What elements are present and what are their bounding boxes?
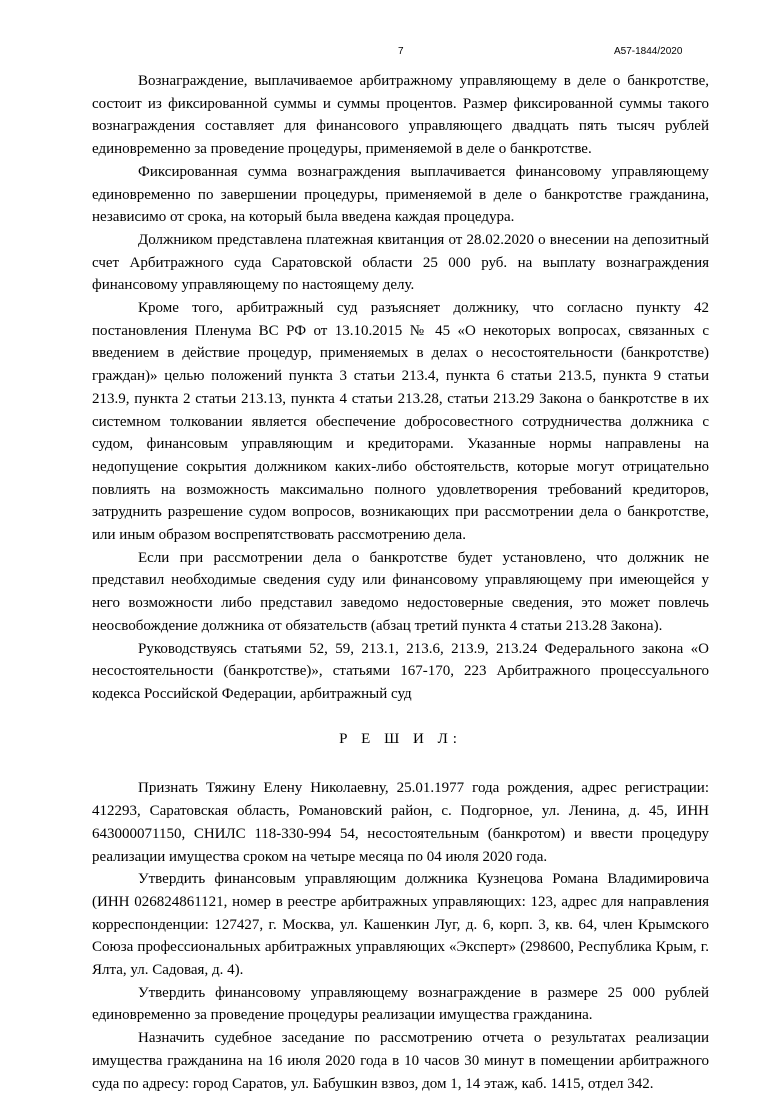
paragraph-fixed-sum: Фиксированная сумма вознаграждения выплачивается финансовому управляющему единовременно по завершении процедуры, применяемой в деле о банкротстве гражданина, независимо от срока, на который была введена каждая процедура. [92, 163, 709, 226]
case-number: А57-1844/2020 [614, 46, 683, 57]
paragraph-remuneration: Вознаграждение, выплачиваемое арбитражному управляющему в деле о банкротстве, состоит из фиксированной суммы и суммы процентов. Размер фиксированной суммы такого вознаграждения составляет для финансового управляющего двадцать пять тысяч рублей единовременно за проведение процедуры, применяемой в деле о банкротстве. [92, 73, 709, 158]
resolution-appoint-manager: Утвердить финансовым управляющим должника Кузнецова Романа Владимировича (ИНН 026824861121, номер в реестре арбитражных управляющих: 123, адрес для направления корреспонденции: 127427, г. Москва, ул. Кашенкин Луг, д. 6, корп. 3, кв. 64, член Крымского Союза профессиональных арбитражных управляющих «Эксперт» (298600, Республика Крым, г. Ялта, ул. Садовая, д. 4). [92, 871, 709, 979]
paragraph-guided-by: Руководствуясь статьями 52, 59, 213.1, 213.6, 213.9, 213.24 Федерального закона «О несостоятельности (банкротстве)», статьями 167-170, 223 Арбитражного процессуального кодекса Российской Федерации, арбитражный суд [92, 640, 709, 702]
paragraph-plenum-clarification: Кроме того, арбитражный суд разъясняет должнику, что согласно пункту 42 постановления Пленума ВС РФ от 13.10.2015 № 45 «О некоторых вопросах, связанных с введением в действие процедур, применяемых в делах о несостоятельности (банкротстве) граждан)» целью положений пункта 3 статьи 213.4, пункта 6 статьи 213.5, пункта 9 статьи 213.9, пункта 2 статьи 213.13, пункта 4 статьи 213.28, статьи 213.29 Закона о банкротстве в их системном толковании является обеспечение добросовестного сотрудничества должника с судом, финансовым управляющим и кредиторами. Указанные нормы направлены на недопущение сокрытия должником каких-либо обстоятельств, которые могут отрицательно повлиять на возможность максимально полного удовлетворения требований кредиторов, затруднить разрешение судом вопросов, возникающих при рассмотрении дела о банкротстве, или иным образом воспрепятствовать рассмотрению дела. [92, 300, 709, 544]
resolution-declare-bankrupt: Признать Тяжину Елену Николаевну, 25.01.1977 года рождения, адрес регистрации: 412293, Саратовская область, Романовский район, с. Подгорное, ул. Ленина, д. 45, ИНН 643000071150, СНИЛС 118-330-994 54, несостоятельным (банкротом) и ввести процедуру реализации имущества сроком на четыре месяца по 04 июля 2020 года. [92, 780, 709, 865]
document-body [92, 70, 709, 1095]
paragraph-payment-receipt: Должником представлена платежная квитанция от 28.02.2020 о внесении на депозитный счет Арбитражного суда Саратовской области 25 000 руб. на выплату вознаграждения финансовому управляющему по настоящему делу. [92, 231, 709, 294]
resolution-hearing: Назначить судебное заседание по рассмотрению отчета о результатах реализации имущества гражданина на 16 июля 2020 года в 10 часов 30 минут в помещении арбитражного суда по адресу: город Саратов, ул. Бабушкин взвоз, дом 1, 14 этаж, каб. 1415, отдел 342. [92, 1030, 709, 1092]
resolution-remuneration: Утвердить финансовому управляющему вознаграждение в размере 25 000 рублей единовременно за проведение процедуры реализации имущества гражданина. [92, 984, 709, 1024]
page-number: 7 [398, 46, 404, 57]
paragraph-non-disclosure: Если при рассмотрении дела о банкротстве будет установлено, что должник не представил необходимые сведения суду или финансовому управляющему при имеющейся у него возможности либо представил заведомо недостоверные сведения, это может повлечь неосвобождение должника от обязательств (абзац третий пункта 4 статьи 213.28 Закона). [92, 549, 709, 634]
verdict-heading: Р Е Ш И Л: [339, 730, 462, 747]
